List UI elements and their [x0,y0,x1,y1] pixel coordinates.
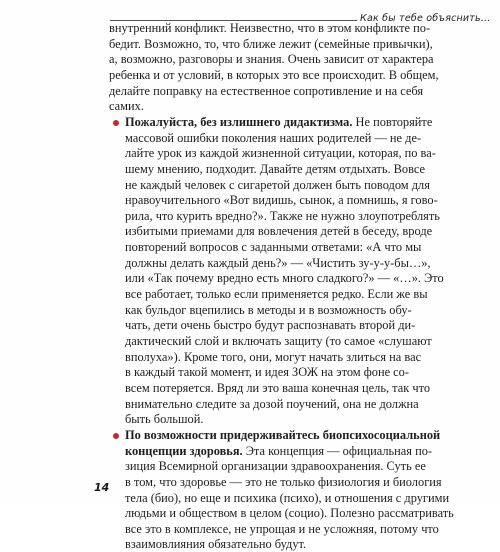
text-line [125,271,444,286]
body-text: массовой ошибки поколения наших родителей — не де- [125,130,422,145]
text-line [125,537,389,552]
text-line [125,521,439,537]
text-line [125,365,410,380]
text-line [125,302,412,318]
text-line [125,459,426,474]
body-text: Эта концепция — официальная по- [242,443,433,458]
text-line [125,396,419,412]
body-text: внимательно следите за дозой поучений, она не должна [125,396,419,411]
body-text: дактический слой и включать защиту (то самое «слушают [125,334,432,348]
body-text: шему мнению, подходит. Давайте детям отдыхать. Вовсе [125,161,426,176]
text-line [125,114,433,130]
text-line [109,21,431,36]
body-text: повторений вопросов с заданными ответами: «А что мы [125,240,422,255]
body-text: нравоучительного «Вот видишь, сынок, а помнишь, я гово- [125,193,438,208]
text-line [125,208,440,224]
body-text: взаимовлияния обязательно будут. [125,537,307,552]
text-line [125,318,416,333]
body-text: рила, что курить вредно?». Также не нужно злоупотреблять [125,208,440,223]
body-text: лайте урок из каждой жизненной ситуации, которая, по ва- [125,146,436,161]
body-text: все это в комплексе, не упрощая и не усложняя, потому что [125,521,439,536]
text-line [125,224,433,239]
text-line [125,193,438,208]
bullet-marker [113,433,119,439]
body-text: в каждый такой момент, и идея ЗОЖ на этом фоне со- [125,365,410,380]
text-line [125,177,430,193]
bold-text: концепции здоровья. [125,443,243,458]
body-text: чать, дети очень быстро будут распознавать второй ди- [125,318,416,333]
text-line [125,506,454,521]
body-text: все работает, только если применяется редко. Если же вы [125,287,428,302]
text-line [125,443,433,459]
text-line [125,474,442,490]
text-line [109,36,433,52]
body-text: быть большой. [125,412,204,427]
text-line [125,427,441,443]
text-line [125,255,431,271]
body-text: Не повторяйте [352,114,433,129]
running-head: Как бы тебе объяснить… [360,13,491,24]
text-line [125,334,432,349]
text-line [125,161,426,177]
body-text: людьми и обществом в целом (социо). Полезно рассматривать [125,506,454,521]
body-text: внутренний конфликт. Неизвестно, что в этом конфликте по- [109,21,431,35]
page-number: 14 [94,481,110,494]
body-text: должны делать каждый день?» — «Чистить зу-у-у-бы…», [125,255,431,270]
body-text: зиция Всемирной организации здравоохранения. Суть ее [125,459,426,474]
text-line [109,67,439,83]
text-line [125,349,422,365]
text-line [109,99,389,114]
body-text: не каждый человек с сигаретой должен быть поводом для [125,177,430,192]
text-line [125,380,431,396]
text-line [125,287,428,302]
body-text: тела (био), но еще и психика (психо), и отношения с другими [125,490,450,505]
bold-text: Пожалуйста, без излишнего дидактизма. [125,114,353,129]
text-line [125,240,422,255]
body-text: ребенка и от условий, в которых это все происходит. В общем, [109,67,439,82]
bullet-marker [113,120,119,126]
text-line [125,146,436,161]
body-text: всем потеряется. Вряд ли это ваша конечная цель, так что [125,380,431,395]
text-line [109,83,424,99]
body-text: вполуха»). Кроме того, они, могут начать злиться на вас [125,349,422,364]
body-text: делайте поправку на естественное сопротивление и на себя [109,83,424,98]
text-line [125,130,422,146]
body-text: а, возможно, разговоры и знания. Очень зависит от характера [109,52,434,67]
bold-text: По возможности придерживайтесь биопсихосоциальной [125,427,441,442]
body-text: избитыми приемами для вовлечения детей в беседу, вроде [125,224,433,239]
text-line [125,490,450,506]
body-text: бедит. Возможно, то, что ближе лежит (семейные привычки), [109,36,433,51]
text-line [125,412,389,427]
body-text: как бульдог вцепились в методы и в возможность обу- [125,302,412,317]
body-text: или «Так почему вредно есть много сладкого?» — «…». Это [125,271,444,286]
body-text: в том, что здоровье — это не только физиология и биология [125,474,442,489]
body-text: самих. [109,99,144,114]
text-line [109,52,434,67]
